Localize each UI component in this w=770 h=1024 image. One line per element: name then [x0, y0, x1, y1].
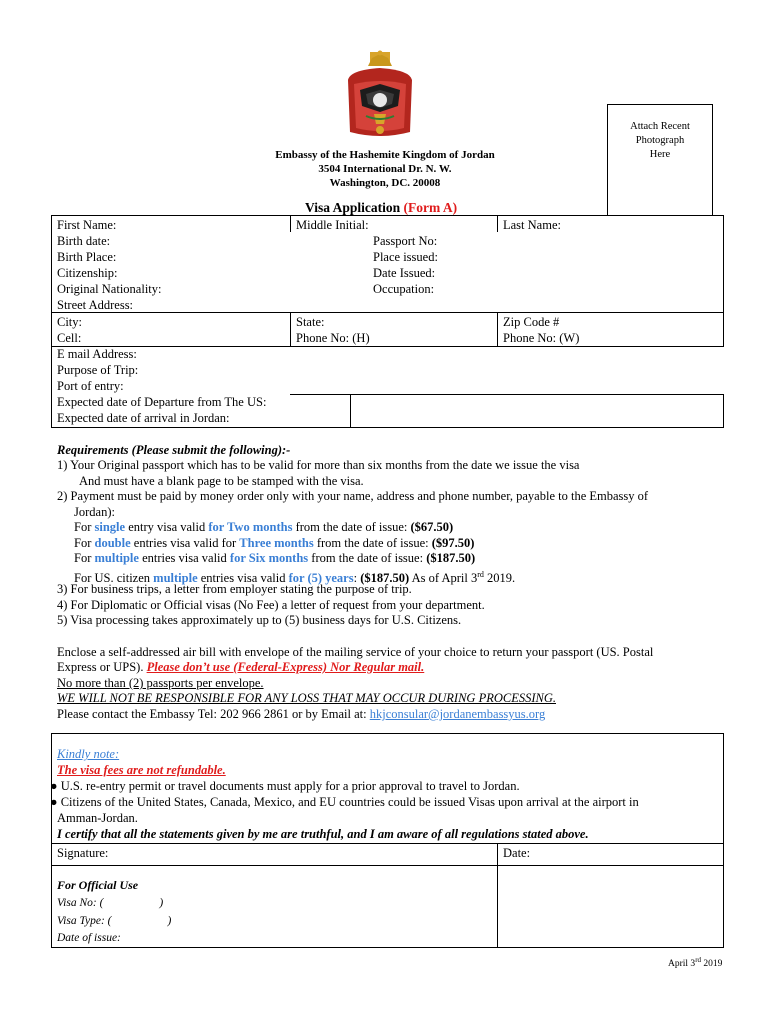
photo-box[interactable]: [607, 104, 713, 216]
requirements-heading: Requirements (Please submit the following):-: [57, 443, 291, 457]
photo-box-line3: Here: [649, 149, 671, 160]
fee-single-type: single: [94, 520, 126, 534]
fee-us-text: entries visa valid: [200, 571, 286, 586]
middle-initial-field[interactable]: Middle Initial:: [296, 218, 369, 232]
contact-text: Please contact the Embassy Tel: 202 966 2861 or by Email at:: [57, 707, 367, 721]
official-visa-no: [57, 895, 163, 911]
embassy-street: 3504 International Dr. N. W.: [318, 163, 452, 175]
fee-multiple-for: For: [74, 551, 92, 565]
fee-single-from: from the date of issue:: [295, 520, 408, 534]
visa-no-close: ): [159, 897, 164, 909]
date-field[interactable]: Date:: [503, 846, 531, 860]
city-field[interactable]: City:: [57, 315, 83, 329]
street-address-field[interactable]: Street Address:: [57, 298, 134, 312]
official-visa-type: [57, 913, 171, 929]
note-bullet-1: [50, 779, 520, 795]
title-main: Visa Application: [305, 200, 401, 215]
fee-single-duration: for Two months: [208, 520, 293, 534]
birth-place-field[interactable]: Birth Place:: [57, 250, 117, 264]
requirement-4: 4) For Diplomatic or Official visas (No Fee) a letter of request from your department.: [57, 598, 485, 612]
occupation-field[interactable]: Occupation:: [373, 282, 435, 296]
fee-double-duration: Three months: [239, 536, 314, 550]
note-bullet-2: [50, 795, 639, 811]
mailing-line-1: Enclose a self-addressed air bill with envelope of the mailing service of your choice to return your passport (US. Postal: [57, 645, 654, 659]
footer-sup: rd: [695, 956, 702, 964]
state-field[interactable]: State:: [296, 315, 325, 329]
visa-no-label: Visa No: (: [57, 897, 104, 909]
fee-multiple-duration: for Six months: [229, 551, 309, 565]
zip-code-field[interactable]: Zip Code #: [503, 315, 560, 329]
fee-multiple-text: entries visa valid: [142, 551, 227, 565]
fee-single: [74, 520, 453, 536]
last-name-field[interactable]: Last Name:: [503, 218, 561, 232]
jordan-coat-of-arms: [340, 50, 420, 142]
fee-us-type: multiple: [153, 571, 198, 586]
title-form: (Form A): [403, 200, 458, 215]
fee-multiple-amount: ($187.50): [426, 551, 476, 565]
fee-double-type: double: [94, 536, 131, 550]
place-issued-field[interactable]: Place issued:: [373, 250, 438, 264]
fee-single-for: For: [74, 520, 92, 534]
note-2-text: Citizens of the United States, Canada, Mexico, and EU countries could be issued Visas upon arrival at the airport in: [60, 795, 639, 809]
requirement-2: 2) Payment must be paid by money order only with your name, address and phone number, payable to the Embassy of: [57, 489, 649, 503]
purpose-field[interactable]: Purpose of Trip:: [57, 363, 139, 377]
mailing-express: Express or UPS).: [57, 660, 144, 674]
mailing-line-2: [57, 660, 424, 676]
port-of-entry-field[interactable]: Port of entry:: [57, 379, 124, 393]
fee-us-sup: rd: [477, 570, 484, 579]
departure-date-field[interactable]: Expected date of Departure from The US:: [57, 395, 267, 409]
fee-us-duration: for (5) years: [288, 571, 354, 586]
signature-field[interactable]: Signature:: [57, 846, 109, 860]
fee-us-colon: :: [353, 571, 358, 586]
fee-single-text: entry visa valid: [128, 520, 206, 534]
original-nationality-field[interactable]: Original Nationality:: [57, 282, 162, 296]
visa-type-label: Visa Type: (: [57, 915, 112, 927]
fee-double-amount: ($97.50): [431, 536, 475, 550]
footer-date: [668, 952, 722, 972]
fee-multiple-type: multiple: [94, 551, 139, 565]
kindly-note: Kindly note:: [57, 747, 120, 761]
official-date-issue: Date of issue:: [57, 932, 121, 944]
fee-double: [74, 536, 474, 552]
photo-box-line1: Attach Recent: [630, 121, 690, 132]
first-name-field[interactable]: First Name:: [57, 218, 117, 232]
requirement-1: 1) Your Original passport which has to be valid for more than six months from the date we issue the visa: [57, 458, 580, 472]
bullet-icon: ●: [50, 795, 58, 809]
fee-double-from: from the date of issue:: [316, 536, 429, 550]
embassy-header: [215, 148, 555, 190]
fee-double-text: entries visa valid for: [133, 536, 237, 550]
work-phone-field[interactable]: Phone No: (W): [503, 331, 580, 345]
fee-us-for: For US. citizen: [74, 571, 151, 586]
citizenship-field[interactable]: Citizenship:: [57, 266, 118, 280]
fee-single-amount: ($67.50): [410, 520, 454, 534]
mailing-disclaimer: WE WILL NOT BE RESPONSIBLE FOR ANY LOSS THAT MAY OCCUR DURING PROCESSING.: [57, 691, 556, 705]
requirement-2-cont: Jordan):: [74, 505, 115, 519]
requirement-5: 5) Visa processing takes approximately up to (5) business days for U.S. Citizens.: [57, 613, 462, 627]
certify-statement: I certify that all the statements given by me are truthful, and I am aware of all regulations stated above.: [57, 827, 589, 841]
embassy-city: Washington, DC. 20008: [329, 177, 441, 189]
footer-year: 2019: [703, 959, 723, 970]
bullet-icon: ●: [50, 779, 58, 793]
mailing-warning: Please don’t use (Federal-Express) Nor Regular mail.: [146, 660, 425, 674]
requirement-1-cont: And must have a blank page to be stamped with the visa.: [79, 474, 364, 488]
footer-month: April 3: [668, 959, 696, 970]
contact-email-link[interactable]: hkjconsular@jordanembassyus.org: [369, 707, 546, 721]
fee-multiple-from: from the date of issue:: [311, 551, 424, 565]
fee-us-as-of: As of April 3: [411, 571, 478, 586]
note-1-text: U.S. re-entry permit or travel documents must apply for a prior approval to travel to Jordan.: [60, 779, 520, 793]
fee-double-for: For: [74, 536, 92, 550]
birth-date-field[interactable]: Birth date:: [57, 234, 111, 248]
fee-multiple: [74, 551, 475, 567]
embassy-name: Embassy of the Hashemite Kingdom of Jordan: [275, 149, 495, 161]
note-2-cont: Amman-Jordan.: [57, 811, 138, 825]
passport-no-field[interactable]: Passport No:: [373, 234, 438, 248]
email-field[interactable]: E mail Address:: [57, 347, 137, 361]
mailing-contact: [57, 707, 545, 723]
cell-phone-field[interactable]: Cell:: [57, 331, 82, 345]
mailing-limit: No more than (2) passports per envelope.: [57, 676, 264, 690]
photo-box-line2: Photograph: [635, 135, 685, 146]
fee-us-amount: ($187.50): [360, 571, 410, 586]
arrival-date-field[interactable]: Expected date of arrival in Jordan:: [57, 411, 230, 425]
date-issued-field[interactable]: Date Issued:: [373, 266, 436, 280]
official-use-heading: For Official Use: [57, 878, 139, 892]
visa-type-close: ): [167, 915, 172, 927]
requirement-3: 3) For business trips, a letter from employer stating the purpose of trip.: [57, 582, 412, 596]
fee-us-year: 2019.: [487, 571, 516, 586]
home-phone-field[interactable]: Phone No: (H): [296, 331, 370, 345]
refund-notice: The visa fees are not refundable.: [57, 763, 226, 777]
page-title: [305, 200, 457, 216]
